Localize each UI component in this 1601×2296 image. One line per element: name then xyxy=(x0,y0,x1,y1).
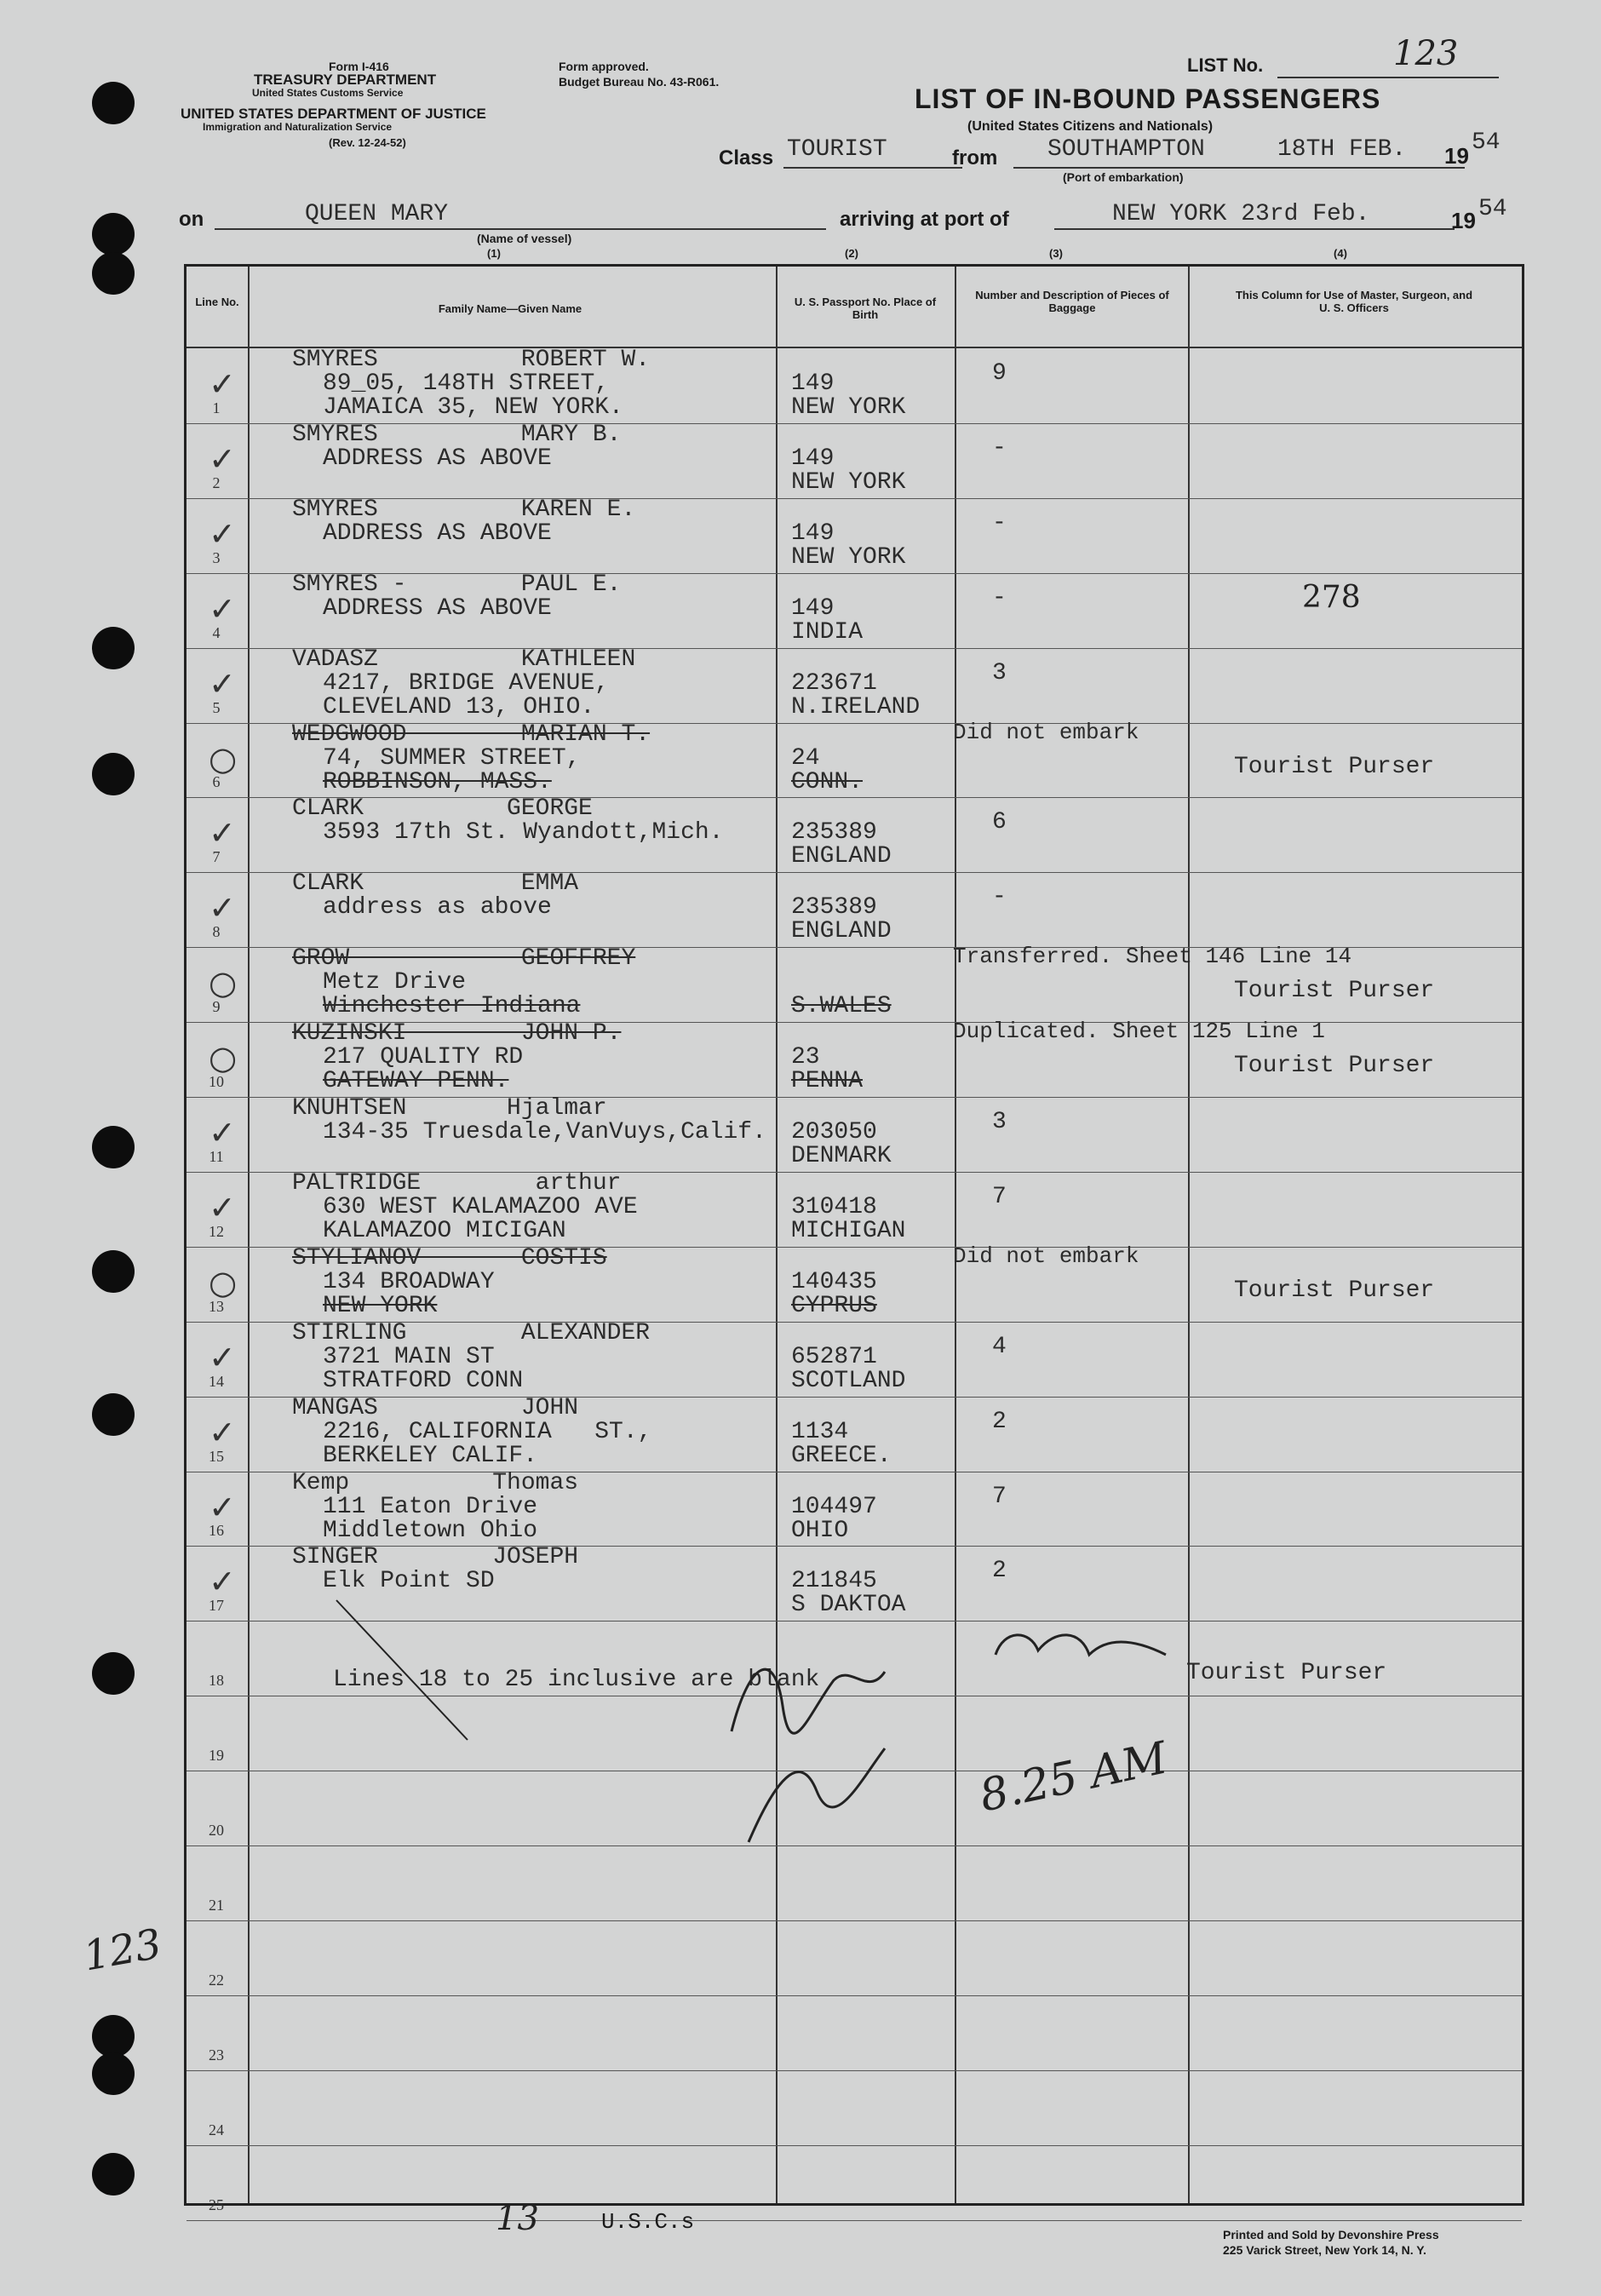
check-mark: ✓ xyxy=(209,814,236,852)
printer-line-2: 225 Varick Street, New York 14, N. Y. xyxy=(1223,2243,1426,2257)
place-of-birth: ENGLAND xyxy=(791,843,892,870)
passenger-address-2: JAMAICA 35, NEW YORK. xyxy=(323,394,623,421)
passport-number: 23 xyxy=(791,1044,820,1071)
purser-note: Tourist Purser xyxy=(1234,1053,1435,1080)
binder-hole xyxy=(92,1652,135,1695)
passport-number: 1134 xyxy=(791,1418,849,1445)
passenger-address: Elk Point SD xyxy=(323,1568,495,1595)
col-mark-2: (2) xyxy=(845,247,858,260)
class-line xyxy=(783,167,962,169)
binder-hole xyxy=(92,2153,135,2196)
dept-treasury: TREASURY DEPARTMENT xyxy=(254,72,437,88)
line-number: 5 xyxy=(212,698,221,716)
passenger-address-2: Winchester Indiana xyxy=(323,993,581,1020)
place-of-birth: CYPRUS xyxy=(791,1292,877,1319)
row-divider xyxy=(186,1845,1522,1846)
binder-hole xyxy=(92,82,135,124)
binder-hole xyxy=(92,213,135,255)
col-mark-4: (4) xyxy=(1334,247,1347,260)
arrival-line xyxy=(1054,228,1455,230)
passenger-address: 2216, CALIFORNIA ST., xyxy=(323,1418,652,1445)
purser-note: Tourist Purser xyxy=(1234,978,1435,1005)
passenger-name: SMYRES MARY B. xyxy=(292,421,622,448)
check-mark: ✓ xyxy=(209,365,236,403)
row-divider xyxy=(186,1621,1522,1622)
baggage: 7 xyxy=(992,1183,1007,1210)
passenger-address: 134 BROADWAY xyxy=(323,1268,495,1295)
blank-lines-note: Lines 18 to 25 inclusive are blank xyxy=(333,1667,820,1693)
line-number: 8 xyxy=(212,923,221,941)
passenger-name: KNUHTSEN Hjalmar xyxy=(292,1095,607,1122)
col-divider xyxy=(776,267,778,2203)
passport-number: 223671 xyxy=(791,669,877,697)
col-divider xyxy=(955,267,956,2203)
row-divider xyxy=(186,2070,1522,2071)
passenger-name: STYLIANOV COSTIS xyxy=(292,1244,607,1271)
col-divider xyxy=(248,267,250,2203)
baggage: 6 xyxy=(992,809,1007,836)
col-header-name: Family Name—Given Name xyxy=(438,302,582,315)
on-label: on xyxy=(179,208,204,231)
row-divider xyxy=(186,1920,1522,1921)
passenger-address-2: BERKELEY CALIF. xyxy=(323,1442,538,1469)
passenger-address: 630 WEST KALAMAZOO AVE xyxy=(323,1193,638,1220)
line-number: 25 xyxy=(209,2196,224,2213)
passenger-address-2: CLEVELAND 13, OHIO. xyxy=(323,693,595,720)
baggage: 2 xyxy=(992,1408,1007,1435)
passenger-address: 134-35 Truesdale,VanVuys,Calif. xyxy=(323,1119,766,1145)
usc-count: 13 xyxy=(496,2199,539,2238)
passenger-name: SINGER JOSEPH xyxy=(292,1544,579,1571)
from-year-prefix: 19 xyxy=(1444,143,1469,169)
baggage: 4 xyxy=(992,1333,1007,1360)
check-mark: ✓ xyxy=(209,889,236,927)
list-no-value: 123 xyxy=(1393,34,1459,73)
baggage: Duplicated. Sheet 125 Line 1 xyxy=(953,1019,1325,1045)
form-number: Form I-416 xyxy=(329,60,389,73)
usc-label: U.S.C.s xyxy=(601,2209,695,2235)
arrival-value: NEW YORK 23rd Feb. xyxy=(1112,201,1370,227)
baggage: - xyxy=(992,884,1007,911)
place-of-birth: INDIA xyxy=(791,618,864,646)
vessel-name: QUEEN MARY xyxy=(305,201,449,227)
col-divider xyxy=(1188,267,1190,2203)
check-mark: ✓ xyxy=(209,664,236,703)
arrival-year: 54 xyxy=(1478,196,1507,222)
purser-note: Tourist Purser xyxy=(1234,1277,1435,1304)
passenger-name: WEDGWOOD MARIAN T. xyxy=(292,720,651,748)
line-number: 11 xyxy=(209,1147,224,1165)
from-value: SOUTHAMPTON xyxy=(1047,136,1205,163)
line-number: 15 xyxy=(209,1447,224,1465)
binder-hole xyxy=(92,252,135,295)
line-number: 23 xyxy=(209,2046,224,2064)
place-of-birth: S DAKTOA xyxy=(791,1592,906,1619)
line-number: 6 xyxy=(212,773,221,791)
passenger-address: 74, SUMMER STREET, xyxy=(323,744,581,772)
from-date: 18TH FEB. xyxy=(1277,136,1407,163)
signature-time: 8.25 AM xyxy=(975,1732,1172,1822)
passenger-address-2: STRATFORD CONN xyxy=(323,1367,524,1394)
blank-lines-purser: Tourist Purser xyxy=(1186,1660,1387,1686)
line-number: 2 xyxy=(212,474,221,491)
binder-hole xyxy=(92,753,135,795)
col-mark-3: (3) xyxy=(1049,247,1063,260)
binder-hole xyxy=(92,1126,135,1168)
binder-hole xyxy=(92,627,135,669)
line-number: 12 xyxy=(209,1222,224,1240)
passenger-name: GROW GEOFFREY xyxy=(292,945,636,973)
passport-number: 24 xyxy=(791,744,820,772)
passenger-address: ADDRESS AS ABOVE xyxy=(323,594,552,622)
class-label: Class xyxy=(719,146,774,169)
passenger-address: ADDRESS AS ABOVE xyxy=(323,445,552,472)
purser-note: Tourist Purser xyxy=(1234,753,1435,780)
passenger-name: CLARK EMMA xyxy=(292,870,579,898)
port-embark-label: (Port of embarkation) xyxy=(1063,170,1184,184)
passport-number: 149 xyxy=(791,370,835,397)
baggage: 3 xyxy=(992,1109,1007,1135)
from-label: from xyxy=(952,146,998,169)
check-mark: ✓ xyxy=(209,1114,236,1151)
binder-hole xyxy=(92,2052,135,2095)
revision: (Rev. 12-24-52) xyxy=(329,136,406,149)
passenger-address-2: Middletown Ohio xyxy=(323,1517,538,1544)
place-of-birth: SCOTLAND xyxy=(791,1367,906,1394)
arriving-label: arriving at port of xyxy=(840,208,1009,231)
officer-note: 278 xyxy=(1302,579,1361,615)
place-of-birth: NEW YORK xyxy=(791,394,906,421)
place-of-birth: N.IRELAND xyxy=(791,693,921,720)
list-no-label: LIST No. xyxy=(1187,55,1264,76)
col-header-line: Line No. xyxy=(195,296,239,308)
line-number: 16 xyxy=(209,1522,224,1540)
passenger-name: VADASZ KATHLEEN xyxy=(292,646,636,673)
passenger-name: SMYRES KAREN E. xyxy=(292,496,636,523)
vessel-line xyxy=(215,228,826,230)
passenger-name: KUZINSKI JOHN P. xyxy=(292,1020,622,1048)
passenger-address: 217 QUALITY RD xyxy=(323,1044,524,1071)
check-mark: ✓ xyxy=(209,589,236,628)
place-of-birth: NEW YORK xyxy=(791,468,906,496)
dept-justice: UNITED STATES DEPARTMENT OF JUSTICE xyxy=(181,106,486,122)
passenger-name: STIRLING ALEXANDER xyxy=(292,1319,651,1346)
line-number: 18 xyxy=(209,1672,224,1690)
passport-number: 149 xyxy=(791,445,835,472)
circled-mark: ○ xyxy=(209,1039,238,1077)
from-year: 54 xyxy=(1472,129,1501,156)
line-number: 9 xyxy=(212,998,221,1016)
check-mark: ✓ xyxy=(209,1188,236,1226)
row-divider xyxy=(186,2145,1522,2146)
dept-treasury-sub: United States Customs Service xyxy=(252,87,404,99)
line-number: 3 xyxy=(212,548,221,566)
binder-hole xyxy=(92,1250,135,1293)
passport-number: 211845 xyxy=(791,1568,877,1595)
line-number: 21 xyxy=(209,1896,224,1914)
passport-number: 140435 xyxy=(791,1268,877,1295)
passenger-address: Metz Drive xyxy=(323,969,467,996)
check-mark: ✓ xyxy=(209,439,236,478)
form-approved: Form approved. xyxy=(559,60,649,73)
passenger-name: MANGAS JOHN xyxy=(292,1394,579,1421)
budget-bureau: Budget Bureau No. 43-R061. xyxy=(559,75,720,89)
page-title: LIST OF IN-BOUND PASSENGERS xyxy=(915,83,1381,114)
page-subtitle: (United States Citizens and Nationals) xyxy=(967,119,1214,134)
col-header-passport: U. S. Passport No. Place of Birth xyxy=(794,296,937,321)
col-header-baggage: Number and Description of Pieces of Baggage xyxy=(975,289,1169,314)
passenger-name: PALTRIDGE arthur xyxy=(292,1169,622,1197)
place-of-birth: DENMARK xyxy=(791,1143,892,1169)
place-of-birth: MICHIGAN xyxy=(791,1217,906,1244)
baggage: Transferred. Sheet 146 Line 14 xyxy=(953,944,1352,970)
place-of-birth: NEW YORK xyxy=(791,543,906,571)
place-of-birth: S.WALES xyxy=(791,993,892,1020)
list-no-line xyxy=(1277,77,1499,78)
class-value: TOURIST xyxy=(787,136,887,163)
from-line xyxy=(1013,167,1465,169)
check-mark: ✓ xyxy=(209,1338,236,1376)
check-mark: ✓ xyxy=(209,1563,236,1601)
line-number: 4 xyxy=(212,623,221,641)
line-number: 1 xyxy=(212,399,221,416)
passenger-address-2: GATEWAY PENN. xyxy=(323,1068,509,1095)
passenger-address: 111 Eaton Drive xyxy=(323,1493,538,1520)
passport-number: 310418 xyxy=(791,1193,877,1220)
passenger-address-2: KALAMAZOO MICIGAN xyxy=(323,1217,566,1244)
passenger-address: address as above xyxy=(323,894,552,921)
passport-number: 149 xyxy=(791,594,835,622)
passenger-name: SMYRES - PAUL E. xyxy=(292,571,622,598)
baggage: - xyxy=(992,509,1007,537)
passport-number: 104497 xyxy=(791,1493,877,1520)
baggage: Did not embark xyxy=(953,719,1139,745)
line-number: 13 xyxy=(209,1297,224,1315)
line-number: 19 xyxy=(209,1747,224,1765)
line-number: 14 xyxy=(209,1372,224,1390)
passenger-address: 3593 17th St. Wyandott,Mich. xyxy=(323,819,724,847)
check-mark: ✓ xyxy=(209,1413,236,1451)
row-divider xyxy=(186,2220,1522,2221)
printer-line-1: Printed and Sold by Devonshire Press xyxy=(1223,2228,1439,2241)
passenger-name: SMYRES ROBERT W. xyxy=(292,347,651,373)
passport-number: 203050 xyxy=(791,1119,877,1145)
check-mark: ✓ xyxy=(209,1488,236,1526)
passport-number: 235389 xyxy=(791,894,877,921)
place-of-birth: CONN. xyxy=(791,768,864,795)
binder-hole xyxy=(92,2015,135,2058)
passenger-address-2: ROBBINSON, MASS. xyxy=(323,768,552,795)
passenger-address: 4217, BRIDGE AVENUE, xyxy=(323,669,610,697)
line-number: 7 xyxy=(212,848,221,866)
baggage: 2 xyxy=(992,1558,1007,1585)
passenger-name: CLARK GEORGE xyxy=(292,795,593,823)
passenger-address-2: NEW YORK xyxy=(323,1292,438,1319)
place-of-birth: PENNA xyxy=(791,1068,864,1095)
line-number: 22 xyxy=(209,1971,224,1989)
check-mark: ✓ xyxy=(209,514,236,553)
line-number: 10 xyxy=(209,1073,224,1090)
circled-mark: ○ xyxy=(209,739,238,778)
baggage: - xyxy=(992,434,1007,462)
baggage: - xyxy=(992,584,1007,611)
line-number: 20 xyxy=(209,1822,224,1839)
margin-number: 123 xyxy=(79,1920,165,1981)
passenger-name: Kemp Thomas xyxy=(292,1469,579,1496)
passenger-address: ADDRESS AS ABOVE xyxy=(323,519,552,547)
baggage: Did not embark xyxy=(953,1243,1139,1269)
arrival-year-prefix: 19 xyxy=(1451,208,1476,233)
passenger-address: 89_05, 148TH STREET, xyxy=(323,370,610,397)
place-of-birth: ENGLAND xyxy=(791,918,892,945)
vessel-label: (Name of vessel) xyxy=(477,232,572,245)
passport-number: 235389 xyxy=(791,819,877,847)
place-of-birth: OHIO xyxy=(791,1517,849,1544)
col-mark-1: (1) xyxy=(487,247,501,260)
baggage: 7 xyxy=(992,1483,1007,1510)
passport-number: 149 xyxy=(791,519,835,547)
circled-mark: ○ xyxy=(209,1263,238,1301)
binder-hole xyxy=(92,1393,135,1436)
place-of-birth: GREECE. xyxy=(791,1442,892,1469)
line-number: 24 xyxy=(209,2121,224,2138)
baggage: 3 xyxy=(992,659,1007,686)
passenger-address: 3721 MAIN ST xyxy=(323,1343,495,1370)
passenger-table xyxy=(184,264,1524,2213)
passport-number: 652871 xyxy=(791,1343,877,1370)
line-number: 17 xyxy=(209,1597,224,1615)
col-header-officers: This Column for Use of Master, Surgeon, and U. S. Officers xyxy=(1235,289,1473,314)
baggage: 9 xyxy=(992,360,1007,387)
dept-justice-sub: Immigration and Naturalization Service xyxy=(203,121,393,133)
row-divider xyxy=(186,1995,1522,1996)
circled-mark: ○ xyxy=(209,964,238,1002)
